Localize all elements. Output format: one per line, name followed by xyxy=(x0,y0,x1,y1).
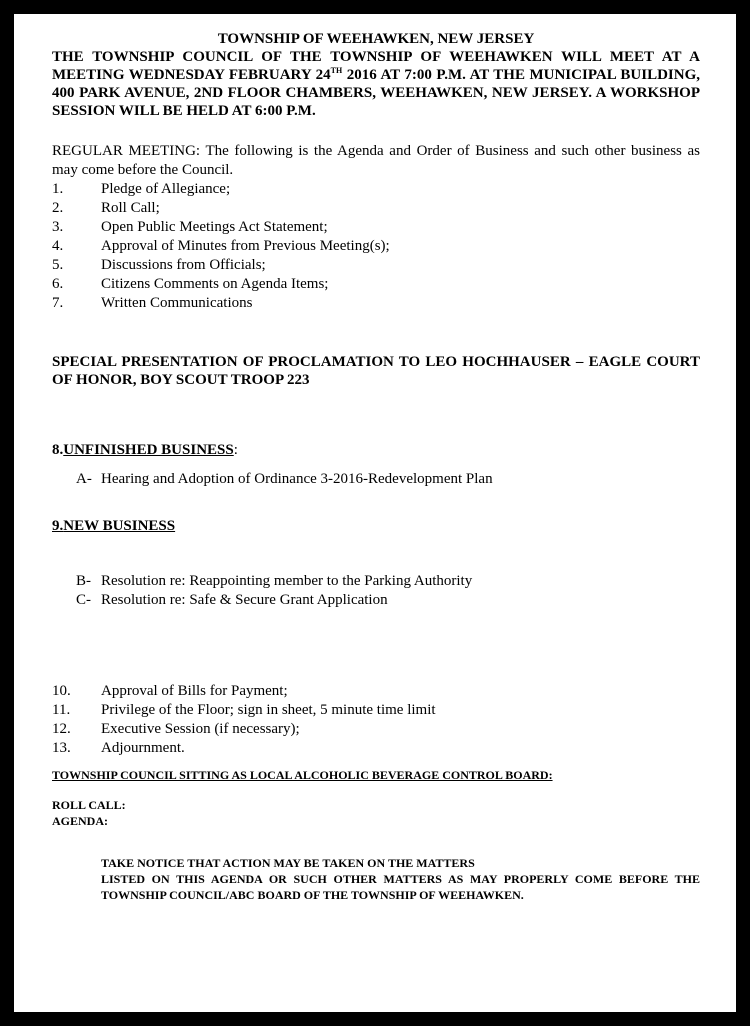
agenda-item-text: Executive Session (if necessary); xyxy=(101,721,300,737)
agenda-item-text: Privilege of the Floor; sign in sheet, 5 minute time limit xyxy=(101,702,436,718)
agenda-item xyxy=(52,739,700,758)
section-title: NEW BUSINESS xyxy=(63,518,176,534)
agenda-item-text: Discussions from Officials; xyxy=(101,257,266,273)
agenda-item-text: Pledge of Allegiance; xyxy=(101,181,231,197)
roll-call-label: ROLL CALL: xyxy=(52,798,126,812)
agenda-item-text: Approval of Minutes from Previous Meeting(s); xyxy=(101,238,390,254)
agenda-item-text: Citizens Comments on Agenda Items; xyxy=(101,276,329,292)
agenda-item xyxy=(52,682,700,701)
unfinished-business-heading xyxy=(52,441,700,459)
business-item-text: Resolution re: Safe & Secure Grant Application xyxy=(101,592,388,608)
notice-line-2: LISTED ON THIS AGENDA OR SUCH OTHER MATTERS AS MAY PROPERLY COME BEFORE THE TOWNSHIP COUNCIL/ABC BOARD OF THE TOWNSHIP OF WEEHAWKEN. xyxy=(101,872,700,902)
agenda-item xyxy=(52,180,700,199)
agenda-item xyxy=(52,701,700,720)
agenda-item-text: Written Communications xyxy=(101,295,253,311)
business-item xyxy=(52,470,700,489)
agenda-item-number: 5. xyxy=(52,257,64,273)
business-item xyxy=(52,591,700,610)
regular-meeting-intro: REGULAR MEETING: The following is the Agenda and Order of Business and such other business as may come before the Council. xyxy=(52,143,700,178)
meeting-date-suffix: TH xyxy=(330,66,343,75)
business-item-letter: C- xyxy=(76,592,91,608)
agenda-item-number: 1. xyxy=(52,181,64,197)
agenda-item-number: 2. xyxy=(52,200,64,216)
agenda-item xyxy=(52,237,700,256)
agenda-item-number: 11. xyxy=(52,702,71,718)
agenda-item xyxy=(52,275,700,294)
section-colon: : xyxy=(233,442,238,458)
new-business-heading xyxy=(52,517,700,535)
business-item-text: Resolution re: Reappointing member to the Parking Authority xyxy=(101,573,473,589)
meeting-announcement xyxy=(52,48,700,120)
meeting-announcement-part1: THE TOWNSHIP COUNCIL OF THE TOWNSHIP OF WEEHAWKEN WILL MEET AT A MEETING WEDNESDAY FEBRUARY 24 xyxy=(52,49,700,83)
agenda-item xyxy=(52,256,700,275)
meeting-announcement-part2: 2016 AT 7:00 P.M. AT THE MUNICIPAL BUILDING, 400 PARK AVENUE, 2ND FLOOR CHAMBERS, WEEHAWKEN, NEW JERSEY. A WORKSHOP SESSION WILL BE HELD AT 6:00 P.M. xyxy=(52,67,700,119)
agenda-item-number: 7. xyxy=(52,295,64,311)
agenda-item-number: 3. xyxy=(52,219,64,235)
document-title: TOWNSHIP OF WEEHAWKEN, NEW JERSEY xyxy=(217,31,535,47)
notice-line-1: TAKE NOTICE THAT ACTION MAY BE TAKEN ON THE MATTERS xyxy=(101,856,475,870)
agenda-item-number: 13. xyxy=(52,740,71,756)
agenda-item-text: Roll Call; xyxy=(101,200,160,216)
section-number: 8. xyxy=(52,442,64,458)
new-business-title xyxy=(52,518,175,534)
agenda-label: AGENDA: xyxy=(52,814,108,828)
closing-items-list xyxy=(52,682,700,758)
agenda-page xyxy=(14,14,736,1012)
business-item xyxy=(52,572,700,591)
section-title: UNFINISHED BUSINESS xyxy=(63,442,234,458)
section-number: 9. xyxy=(52,518,64,534)
agenda-item xyxy=(52,199,700,218)
agenda-item xyxy=(52,218,700,237)
regular-meeting-list xyxy=(52,180,700,313)
agenda-item-number: 10. xyxy=(52,683,71,699)
agenda-item-text: Open Public Meetings Act Statement; xyxy=(101,219,328,235)
agenda-item-number: 12. xyxy=(52,721,71,737)
abc-board-heading: TOWNSHIP COUNCIL SITTING AS LOCAL ALCOHOLIC BEVERAGE CONTROL BOARD: xyxy=(52,768,553,782)
business-item-letter: A- xyxy=(76,471,92,487)
unfinished-business-list xyxy=(52,470,700,489)
agenda-item-number: 4. xyxy=(52,238,64,254)
agenda-item-text: Adjournment. xyxy=(101,740,185,756)
agenda-item xyxy=(52,720,700,739)
agenda-item-number: 6. xyxy=(52,276,64,292)
agenda-item xyxy=(52,294,700,313)
business-item-letter: B- xyxy=(76,573,91,589)
special-presentation: SPECIAL PRESENTATION OF PROCLAMATION TO LEO HOCHHAUSER – EAGLE COURT OF HONOR, BOY SCOUT TROOP 223 xyxy=(52,354,700,388)
agenda-item-text: Approval of Bills for Payment; xyxy=(101,683,288,699)
new-business-list xyxy=(52,572,700,610)
business-item-text: Hearing and Adoption of Ordinance 3-2016-Redevelopment Plan xyxy=(101,471,493,487)
